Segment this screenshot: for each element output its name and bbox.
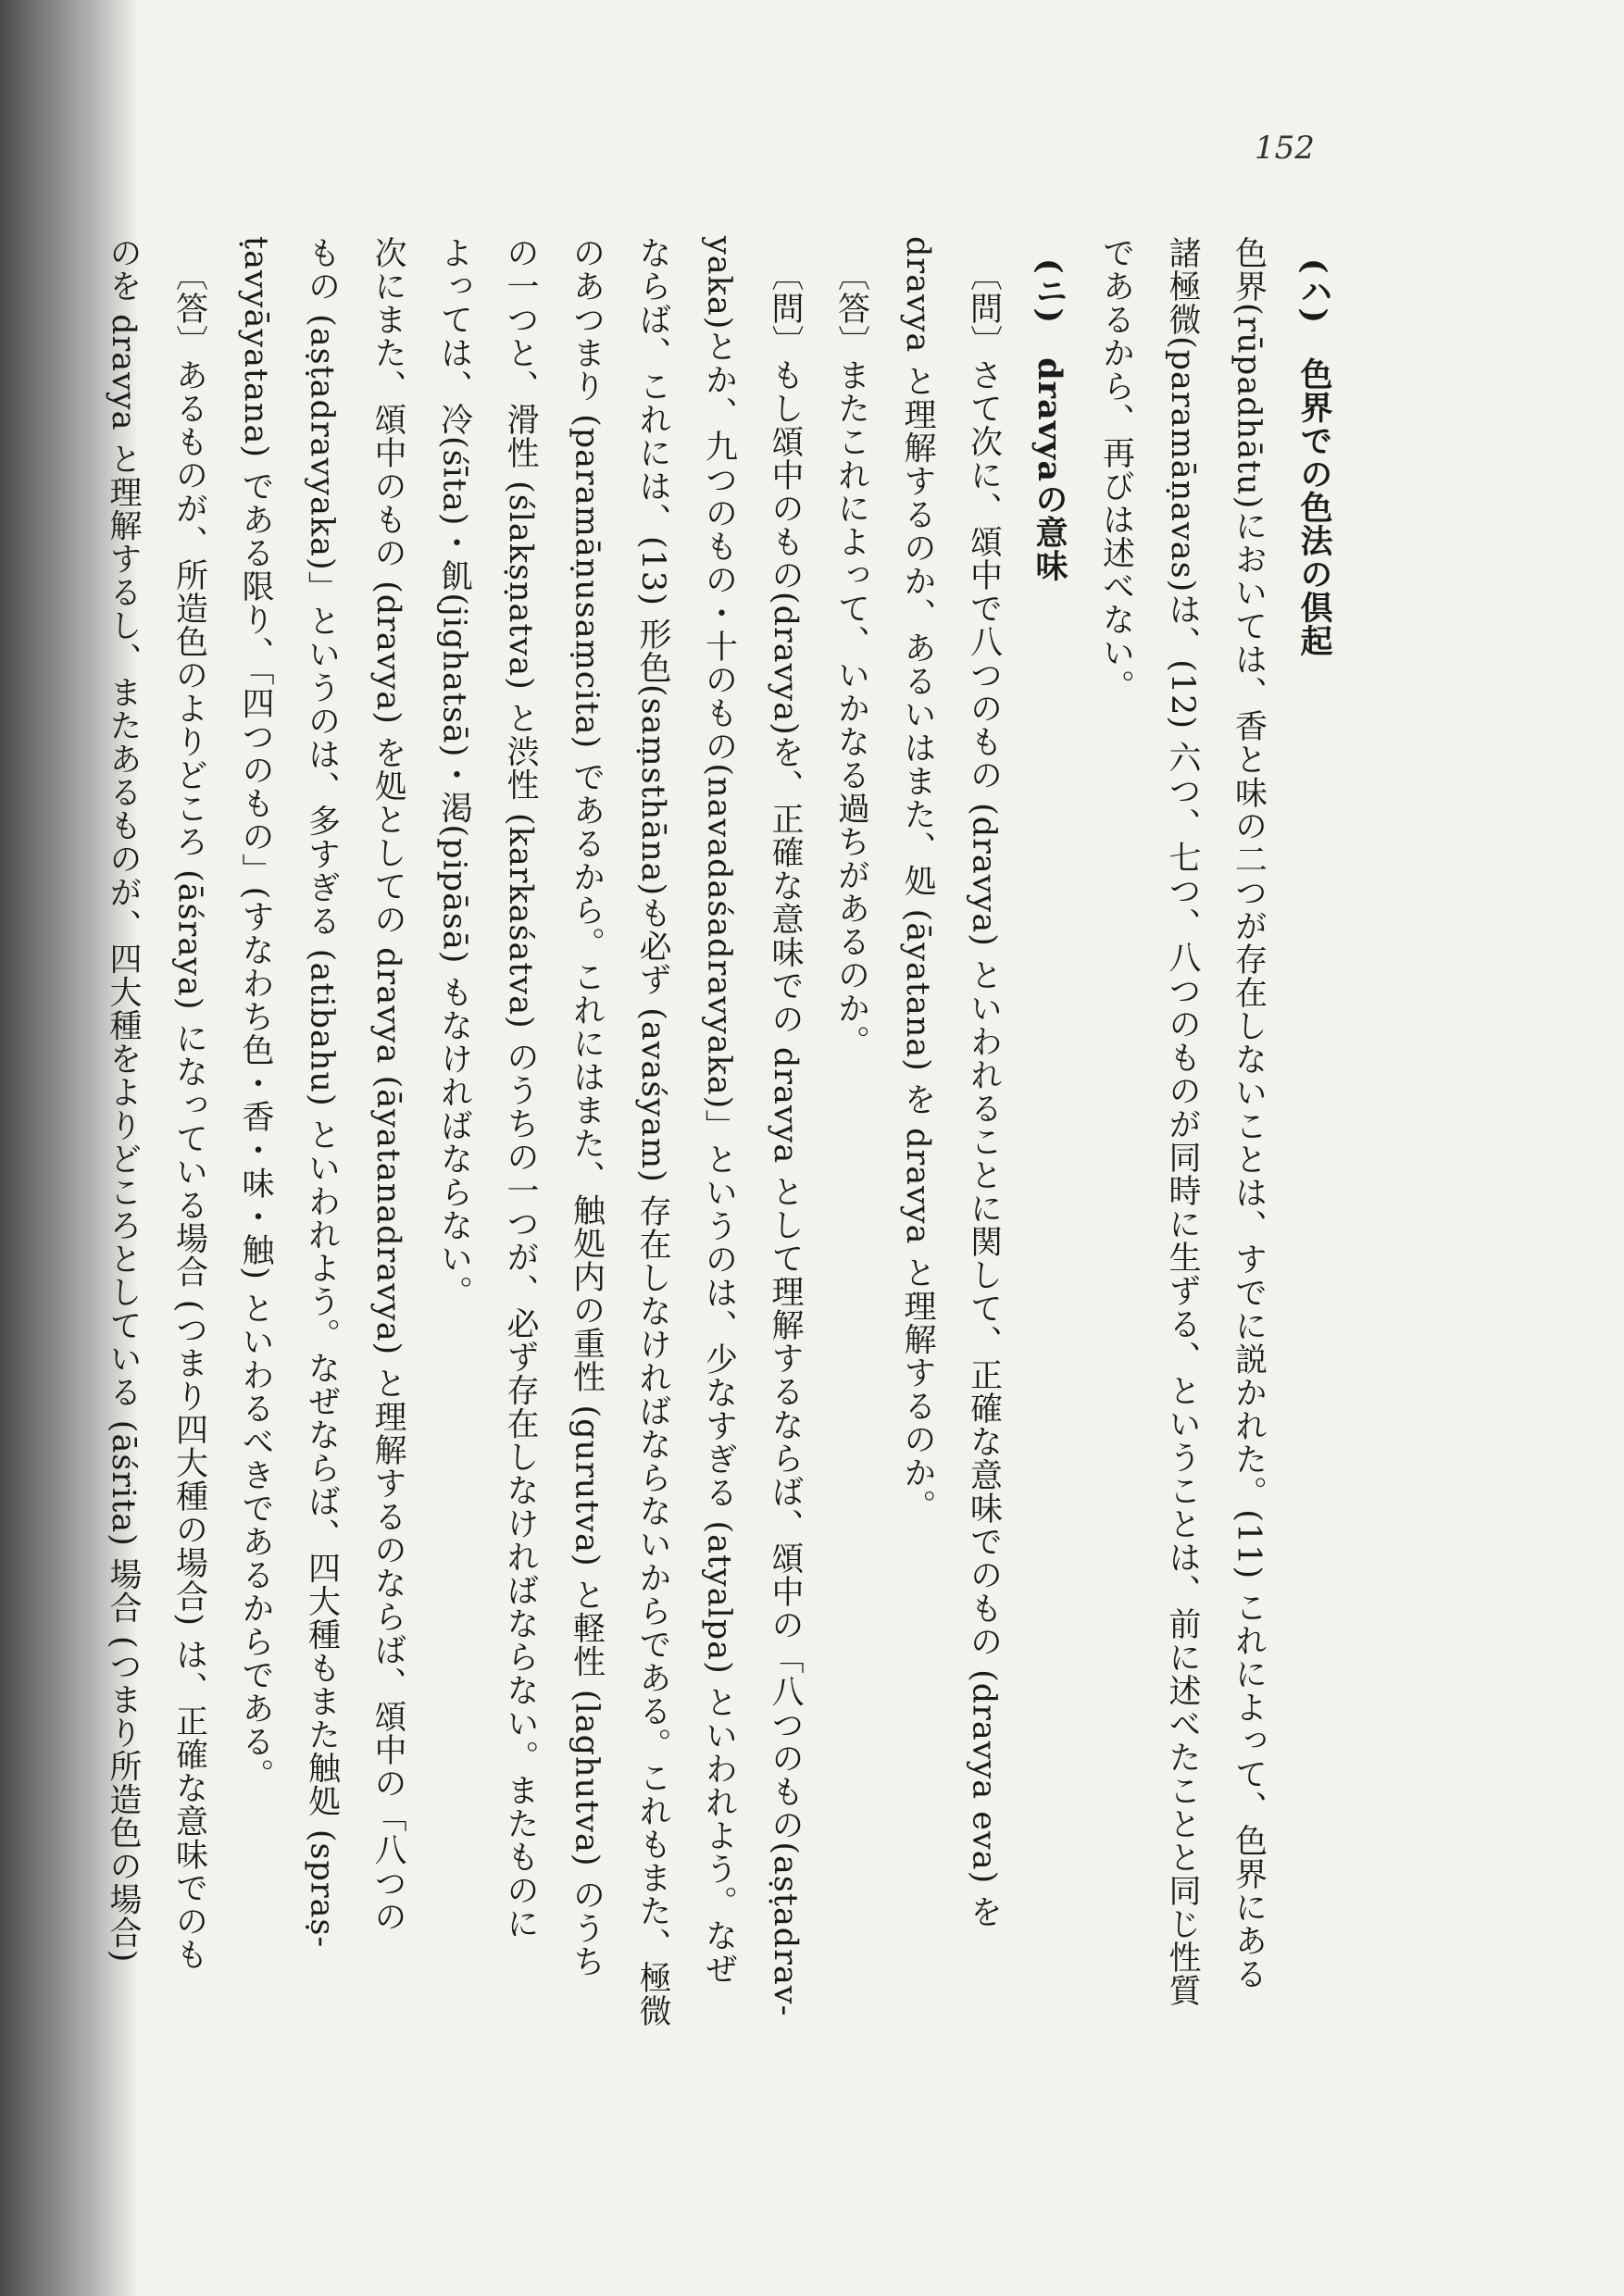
text-line: のを dravya と理解するし、またあるものが、四大種をよりどころとしている (āśrita) 場合 (つまり所造色の場合) — [105, 236, 142, 1964]
text-line: であるから、再びは述べない。 — [1097, 236, 1135, 703]
vertical-text-block — [105, 236, 1347, 2199]
text-line: もの (aṣṭadravyaka)」というのは、多すぎる (atibahu) といわれよう。なぜならば、四大種もまた触処 (spraṣ- — [303, 236, 341, 1949]
text-line: 次にまた、頌中のもの (dravya) を処としての dravya (āyatanadravya) と理解するのならば、頌中の「八つの — [369, 236, 406, 1934]
text-line: dravya と理解するのか、あるいはまた、処 (āyatana) を dravya と理解するのか。 — [899, 236, 936, 1523]
text-line: 色界(rūpadhātu)においては、香と味の二つが存在しないことは、すでに説かれた。(11) これによって、色界にある — [1230, 236, 1268, 1991]
question-line: 〔問〕さて次に、頌中で八つのもの (dravya) といわれることに関して、正確な意味でのもの (dravya eva) を — [965, 258, 1003, 1929]
text-line: ならば、これには、(13) 形色(saṃsthāna)も必ず (avaśyam) 存在しなければならないからである。これもまた、極微 — [634, 236, 671, 2028]
page-number: 152 — [1255, 130, 1315, 167]
question-line: 〔問〕もし頌中のもの(dravya)を、正確な意味での dravya として理解するならば、頌中の「八つのもの(aṣṭadrav- — [767, 258, 804, 2017]
text-line: 諸極微(paramāṇavas)は、(12) 六つ、七つ、八つのものが同時に生ずる、ということは、前に述べたことと同じ性質 — [1164, 236, 1201, 2008]
text-line: ṭavyāyatana) である限り、「四つのもの」(すなわち色・香・味・触) といわるべきであるからである。 — [237, 236, 274, 1792]
section-heading-ha: (ハ) 色界での色法の倶起 — [1295, 258, 1333, 658]
text-line: のあつまり (paramāṇusaṃcita) であるから。これにはまた、触処内の重性 (gurutva) と軽性 (laghutva) のうち — [568, 236, 606, 1978]
answer-line: 〔答〕あるものが、所造色のよりどころ (āśraya) になっている場合 (つまり四大種の場合) は、正確な意味でのも — [170, 258, 208, 1972]
text-line: yaka)とか、九つのもの・十のもの(navadaśadravyaka)」というのは、少なすぎる (atyalpa) といわれよう。なぜ — [700, 236, 738, 1986]
answer-line: 〔答〕またこれによって、いかなる過ちがあるのか。 — [832, 258, 870, 1058]
section-heading-ni: (ニ) dravyaの意味 — [1031, 258, 1068, 583]
text-line: の一つと、滑性 (ślakṣṇatva) と渋性 (karkaśatva) のうちの一つが、必ず存在しなければならない。またものに — [502, 236, 539, 1940]
text-line: よっては、冷(śīta)・飢(jighatsā)・渇(pipāsā) もなければならない。 — [435, 236, 473, 1309]
